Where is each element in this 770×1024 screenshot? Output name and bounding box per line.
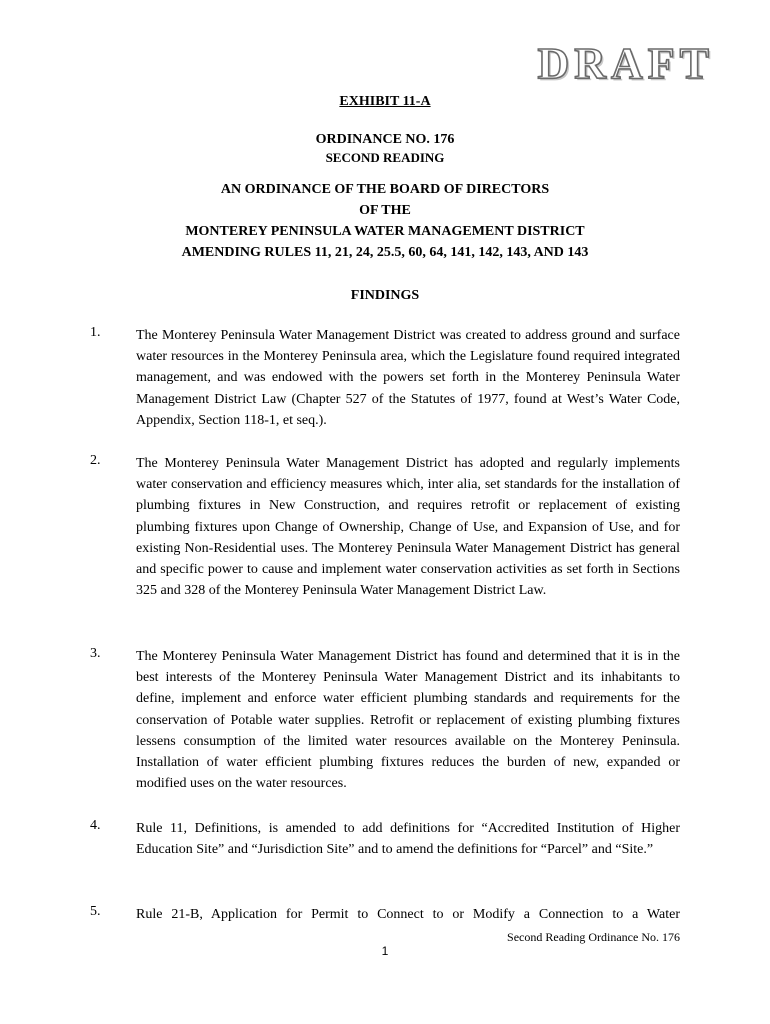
- draft-watermark: DRAFT: [537, 39, 714, 88]
- finding-number: 1.: [90, 325, 101, 340]
- title-line: MONTEREY PENINSULA WATER MANAGEMENT DISTRICT: [185, 224, 585, 239]
- finding-number: 2.: [90, 453, 101, 468]
- finding-text: Rule 21-B, Application for Permit to Connect to or Modify a Connection to a Water: [136, 907, 680, 922]
- title-line: AN ORDINANCE OF THE BOARD OF DIRECTORS: [220, 182, 550, 197]
- finding-text: Rule 11, Definitions, is amended to add definitions for “Accredited Institution of Higher Education Site” and “Jurisdiction Site” and to amend the definitions for “Parcel” and “Site.”: [136, 821, 680, 858]
- exhibit-heading: EXHIBIT 11-A: [339, 94, 431, 109]
- finding-number: 3.: [90, 646, 101, 661]
- finding-number: 4.: [90, 818, 101, 833]
- page-number: 1: [381, 944, 389, 958]
- title-line: OF THE: [359, 203, 411, 218]
- findings-heading: FINDINGS: [350, 288, 420, 303]
- title-line: AMENDING RULES 11, 21, 24, 25.5, 60, 64, 141, 142, 143, AND 143: [181, 245, 589, 260]
- footer-reference: Second Reading Ordinance No. 176: [507, 930, 680, 944]
- finding-text: The Monterey Peninsula Water Management District has found and determined that it is in the best interests of the Monterey Peninsula Water Management District and its inhabitants to define, implement and enforce water efficient plumbing standards and requirements for the conservation of Potable water supplies. Retrofit or replacement of existing plumbing fixtures lessens consumption of the limited water resources available on the Monterey Peninsula. Installation of water efficient plumbing fixtures reduces the burden of new, expanded or modified uses on the water resources.: [136, 649, 680, 792]
- finding-text: The Monterey Peninsula Water Management District was created to address ground and surface water resources in the Monterey Peninsula area, which the Legislature found required integrated management, and was endowed with the powers set forth in the Monterey Peninsula Water Management District Law (Chapter 527 of the Statutes of 1977, found at West’s Water Code, Appendix, Section 118-1, et seq.).: [136, 328, 680, 428]
- finding-text: The Monterey Peninsula Water Management District has adopted and regularly implements water conservation and efficiency measures which, inter alia, set standards for the installation of plumbing fixtures in New Construction, and requires retrofit or replacement of existing plumbing fixtures upon Change of Ownership, Change of Use, and Expansion of Use, and for existing Non-Residential uses. The Monterey Peninsula Water Management District has general and specific power to cause and implement water conservation activities as set forth in Sections 325 and 328 of the Monterey Peninsula Water Management District Law.: [136, 456, 680, 599]
- reading-label: SECOND READING: [325, 150, 445, 165]
- finding-number: 5.: [90, 904, 101, 919]
- ordinance-number: ORDINANCE NO. 176: [315, 132, 455, 147]
- ordinance-title: [0, 179, 770, 263]
